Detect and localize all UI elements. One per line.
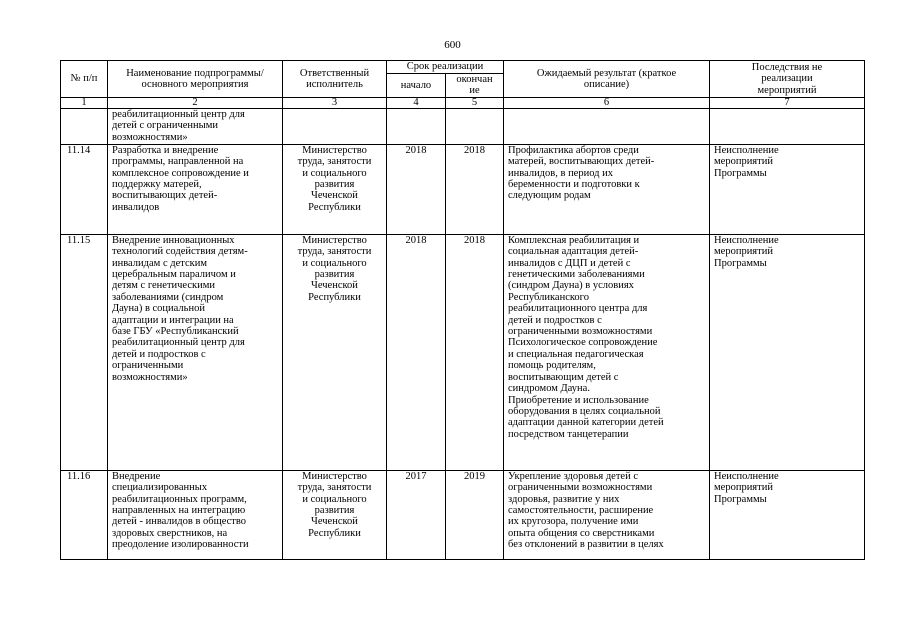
header-num: № п/п xyxy=(61,61,108,98)
row-num xyxy=(61,108,108,144)
row-end: 2018 xyxy=(446,144,504,234)
row-start xyxy=(387,108,446,144)
row-num: 11.14 xyxy=(61,144,108,234)
row-num: 11.15 xyxy=(61,234,108,470)
header-end: окончан ие xyxy=(446,74,504,98)
column-number: 2 xyxy=(108,97,283,108)
header-result: Ожидаемый результат (краткое описание) xyxy=(504,61,710,98)
page-number: 600 xyxy=(444,39,461,51)
column-number: 3 xyxy=(283,97,387,108)
column-number-row xyxy=(61,97,865,108)
header-term: Срок реализации xyxy=(387,61,504,74)
table-row xyxy=(61,470,865,559)
row-consequences: Неисполнение мероприятий Программы xyxy=(710,144,865,234)
row-name: реабилитационный центр для детей с ограниченными возможностями» xyxy=(108,108,283,144)
row-consequences xyxy=(710,108,865,144)
header-consequences: Последствия не реализации мероприятий xyxy=(710,61,865,98)
row-result: Укрепление здоровья детей с ограниченными возможностями здоровья, развитие у них самостоятельности, расширение их кругозора, получение ими опыта общения со сверстниками без отклонений в развитии в целях xyxy=(504,470,710,559)
row-consequences: Неисполнение мероприятий Программы xyxy=(710,470,865,559)
row-executor: Министерство труда, занятости и социального развития Чеченской Республики xyxy=(283,470,387,559)
row-executor xyxy=(283,108,387,144)
header-name: Наименование подпрограммы/ основного мероприятия xyxy=(108,61,283,98)
row-executor: Министерство труда, занятости и социального развития Чеченской Республики xyxy=(283,234,387,470)
row-consequences: Неисполнение мероприятий Программы xyxy=(710,234,865,470)
header-executor: Ответственный исполнитель xyxy=(283,61,387,98)
row-result: Профилактика абортов среди матерей, воспитывающих детей- инвалидов, в период их беременности и подготовки к следующим родам xyxy=(504,144,710,234)
row-name: Разработка и внедрение программы, направленной на комплексное сопровождение и поддержку матерей, воспитывающих детей- инвалидов xyxy=(108,144,283,234)
table-row xyxy=(61,144,865,234)
row-end xyxy=(446,108,504,144)
row-result: Комплексная реабилитация и социальная адаптация детей- инвалидов с ДЦП и детей с генетическими заболеваниями (синдром Дауна) в условиях Республиканского реабилитационного центра для детей и подростков с ограниченными возможностями Психологическое сопровождение и специальная педагогическая помощь родителям, воспитывающим детей с синдромом Дауна. Приобретение и использование оборудования в целях социальной адаптации данной категории детей посредством танцетерапии xyxy=(504,234,710,470)
column-number: 7 xyxy=(710,97,865,108)
row-name: Внедрение специализированных реабилитационных программ, направленных на интеграцию детей - инвалидов в общество здоровых сверстников, на преодоление изолированности xyxy=(108,470,283,559)
column-number: 1 xyxy=(61,97,108,108)
table-row xyxy=(61,108,865,144)
row-start: 2018 xyxy=(387,144,446,234)
column-number: 6 xyxy=(504,97,710,108)
program-table xyxy=(60,60,865,560)
header-start: начало xyxy=(387,74,446,98)
row-start: 2018 xyxy=(387,234,446,470)
column-number: 4 xyxy=(387,97,446,108)
row-executor: Министерство труда, занятости и социального развития Чеченской Республики xyxy=(283,144,387,234)
table-row xyxy=(61,234,865,470)
row-name: Внедрение инновационных технологий содействия детям- инвалидам с детским церебральным параличом и детям с генетическими заболеваниями (синдром Дауна) в социальной адаптации и интеграции на базе ГБУ «Республиканский реабилитационный центр для детей и подростков с ограниченными возможностями» xyxy=(108,234,283,470)
row-result xyxy=(504,108,710,144)
row-num: 11.16 xyxy=(61,470,108,559)
column-number: 5 xyxy=(446,97,504,108)
row-end: 2019 xyxy=(446,470,504,559)
row-end: 2018 xyxy=(446,234,504,470)
row-start: 2017 xyxy=(387,470,446,559)
